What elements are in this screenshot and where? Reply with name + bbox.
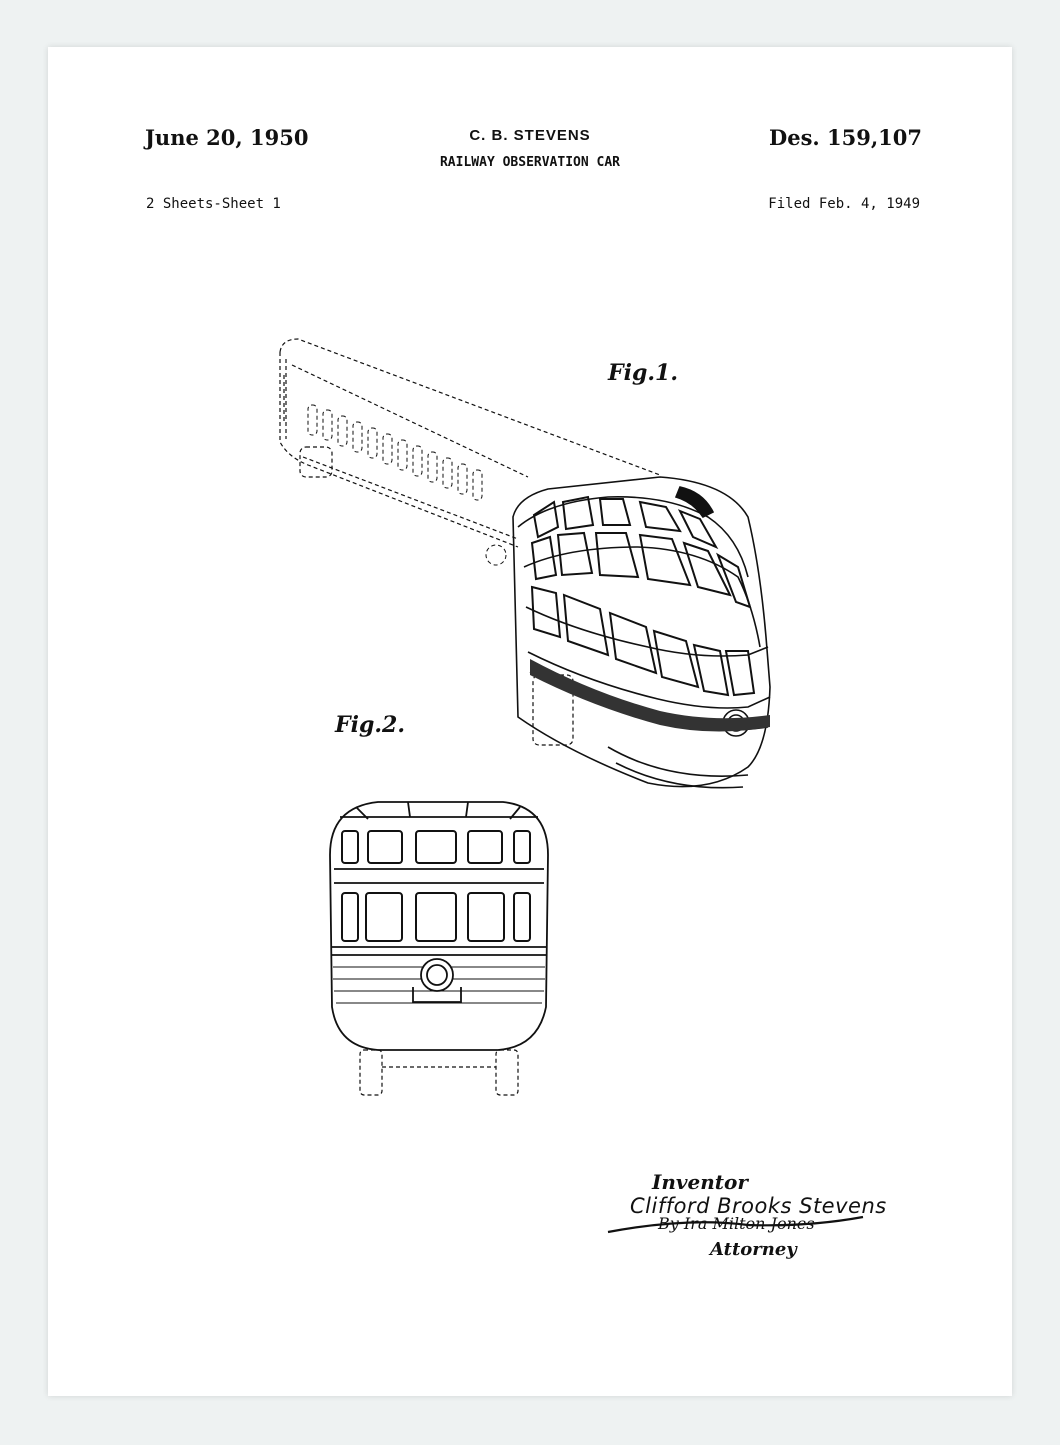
inventor-full-name: Clifford Brooks Stevens [630, 1194, 887, 1218]
sheet-count: 2 Sheets-Sheet 1 [146, 196, 281, 212]
fig2-railcar-front [330, 802, 548, 1095]
fig2-label: Fig.2. [335, 712, 405, 738]
patent-title: RAILWAY OBSERVATION CAR [439, 155, 620, 170]
patent-sheet [48, 47, 1012, 1396]
filed-date: Filed Feb. 4, 1949 [768, 196, 920, 212]
inventor-heading-script: Inventor [652, 1170, 748, 1194]
attorney-by-script: By Ira Milton Jones [658, 1214, 815, 1233]
fig1-label: Fig.1. [608, 360, 678, 386]
attorney-script: Attorney [710, 1239, 797, 1260]
patent-number: Des. 159,107 [769, 125, 922, 150]
patent-date: June 20, 1950 [145, 125, 309, 150]
inventor-name-header: C. B. STEVENS [469, 127, 591, 144]
